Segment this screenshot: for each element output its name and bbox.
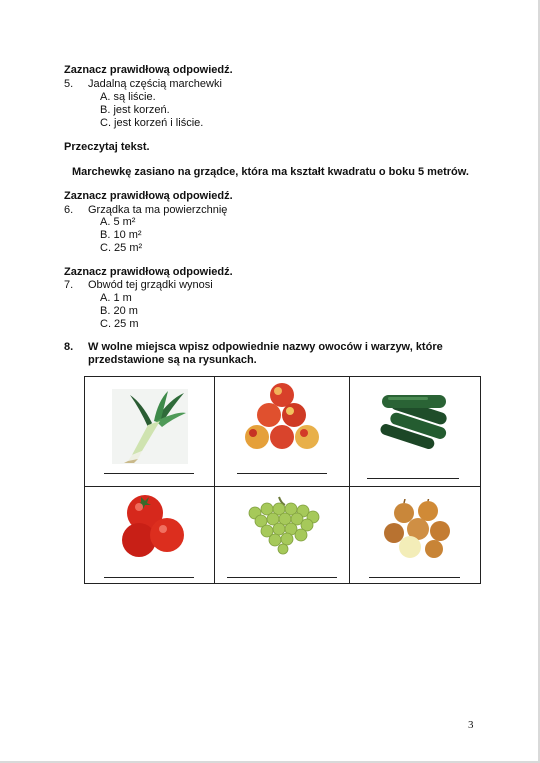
grid-cell-leek [85, 377, 215, 487]
q5-option-a: A. są liście. [100, 91, 156, 103]
grid-cell-tomatoes [85, 487, 215, 583]
q7-option-b: B. 20 m [100, 305, 138, 317]
image-answer-grid [84, 376, 481, 584]
q6-option-b: B. 10 m² [100, 229, 142, 241]
grapes-image [245, 495, 321, 555]
cucumbers-image [378, 393, 454, 453]
q7-question: Obwód tej grządki wynosi [88, 279, 213, 291]
answer-line-leek[interactable] [104, 473, 194, 474]
grid-cell-cucumbers [350, 377, 480, 487]
q7-option-c: C. 25 m [100, 318, 139, 330]
q5-header: Zaznacz prawidłową odpowiedź. [64, 64, 233, 76]
q7-number: 7. [64, 279, 74, 291]
q8-number: 8. [64, 341, 74, 353]
q6-option-c: C. 25 m² [100, 242, 143, 254]
reading-text: Marchewkę zasiano na grządce, która ma kształt kwadratu o boku 5 metrów. [72, 166, 469, 178]
q5-option-b: B. jest korzeń. [100, 104, 170, 116]
answer-line-cucumbers[interactable] [367, 478, 459, 479]
leek-image [112, 389, 188, 464]
answer-line-apples[interactable] [237, 473, 327, 474]
q7-header: Zaznacz prawidłową odpowiedź. [64, 266, 233, 278]
grid-cell-grapes [215, 487, 350, 583]
q5-question: Jadalną częścią marchewki [88, 78, 222, 90]
grid-cell-apples [215, 377, 350, 487]
q6-option-a: A. 5 m² [100, 216, 136, 228]
grid-cell-onions [350, 487, 480, 583]
q5-number: 5. [64, 78, 74, 90]
q6-question: Grządka ta ma powierzchnię [88, 204, 228, 216]
onions-image [384, 499, 454, 559]
reading-header: Przeczytaj tekst. [64, 141, 150, 153]
apples-image [244, 381, 320, 453]
q8-instruction-line1: W wolne miejsca wpisz odpowiednie nazwy owoców i warzyw, które [88, 341, 443, 353]
q6-number: 6. [64, 204, 74, 216]
q6-header: Zaznacz prawidłową odpowiedź. [64, 190, 233, 202]
q5-option-c: C. jest korzeń i liście. [100, 117, 204, 129]
page-number: 3 [468, 719, 474, 731]
q7-option-a: A. 1 m [100, 292, 132, 304]
tomatoes-image [117, 491, 187, 559]
answer-line-onions[interactable] [369, 577, 460, 578]
answer-line-tomatoes[interactable] [104, 577, 194, 578]
answer-line-grapes[interactable] [227, 577, 337, 578]
q8-instruction-line2: przedstawione są na rysunkach. [88, 354, 257, 366]
